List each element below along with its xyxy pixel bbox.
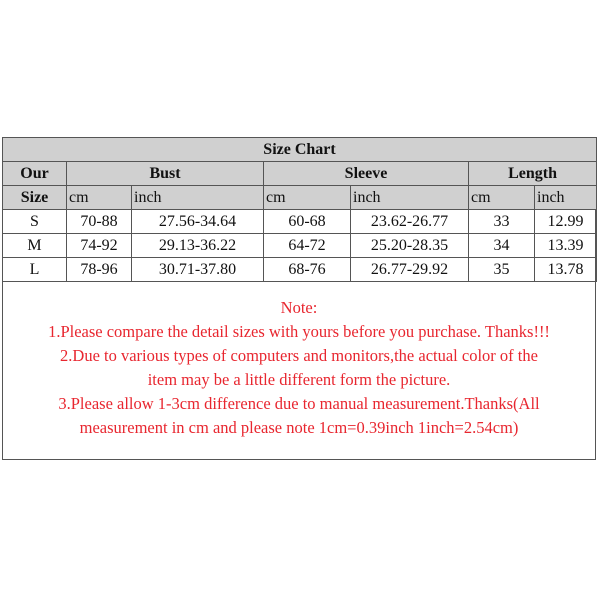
note-line-3: item may be a little different form the picture. xyxy=(147,370,451,389)
sleeve-inch-cell: 23.62-26.77 xyxy=(351,210,469,234)
chart-title: Size Chart xyxy=(3,138,597,162)
size-label: Size xyxy=(3,186,67,210)
bust-inch-cell: 30.71-37.80 xyxy=(132,258,264,282)
bust-cm-cell: 78-96 xyxy=(67,258,132,282)
length-cm-header: cm xyxy=(469,186,535,210)
sleeve-header: Sleeve xyxy=(264,162,469,186)
bust-cm-cell: 70-88 xyxy=(67,210,132,234)
bust-cm-cell: 74-92 xyxy=(67,234,132,258)
sleeve-cm-header: cm xyxy=(264,186,351,210)
length-inch-header: inch xyxy=(535,186,597,210)
note-block xyxy=(2,296,596,440)
bust-inch-cell: 27.56-34.64 xyxy=(132,210,264,234)
bust-inch-header: inch xyxy=(132,186,264,210)
sleeve-cm-cell: 60-68 xyxy=(264,210,351,234)
bust-header: Bust xyxy=(67,162,264,186)
unit-header-row xyxy=(3,186,597,210)
length-inch-cell: 12.99 xyxy=(535,210,597,234)
size-chart-table xyxy=(2,137,597,282)
length-inch-cell: 13.39 xyxy=(535,234,597,258)
sleeve-cm-cell: 64-72 xyxy=(264,234,351,258)
bust-inch-cell: 29.13-36.22 xyxy=(132,234,264,258)
note-line-5: measurement in cm and please note 1cm=0.39inch 1inch=2.54cm) xyxy=(79,418,519,437)
size-cell: M xyxy=(3,234,67,258)
group-header-row xyxy=(3,162,597,186)
bust-cm-header: cm xyxy=(67,186,132,210)
our-label: Our xyxy=(3,162,67,186)
note-line-1: 1.Please compare the detail sizes with yours before you purchase. Thanks!!! xyxy=(48,322,550,341)
table-row xyxy=(3,258,597,282)
note-heading: Note: xyxy=(280,298,318,317)
sleeve-inch-cell: 26.77-29.92 xyxy=(351,258,469,282)
note-line-4: 3.Please allow 1-3cm difference due to manual measurement.Thanks(All xyxy=(58,394,540,413)
note-line-2: 2.Due to various types of computers and monitors,the actual color of the xyxy=(60,346,538,365)
title-row xyxy=(3,138,597,162)
sleeve-inch-cell: 25.20-28.35 xyxy=(351,234,469,258)
sleeve-cm-cell: 68-76 xyxy=(264,258,351,282)
sleeve-inch-header: inch xyxy=(351,186,469,210)
table-row xyxy=(3,234,597,258)
size-cell: L xyxy=(3,258,67,282)
size-cell: S xyxy=(3,210,67,234)
table-row xyxy=(3,210,597,234)
length-cm-cell: 35 xyxy=(469,258,535,282)
length-cm-cell: 33 xyxy=(469,210,535,234)
length-inch-cell: 13.78 xyxy=(535,258,597,282)
length-header: Length xyxy=(469,162,597,186)
length-cm-cell: 34 xyxy=(469,234,535,258)
